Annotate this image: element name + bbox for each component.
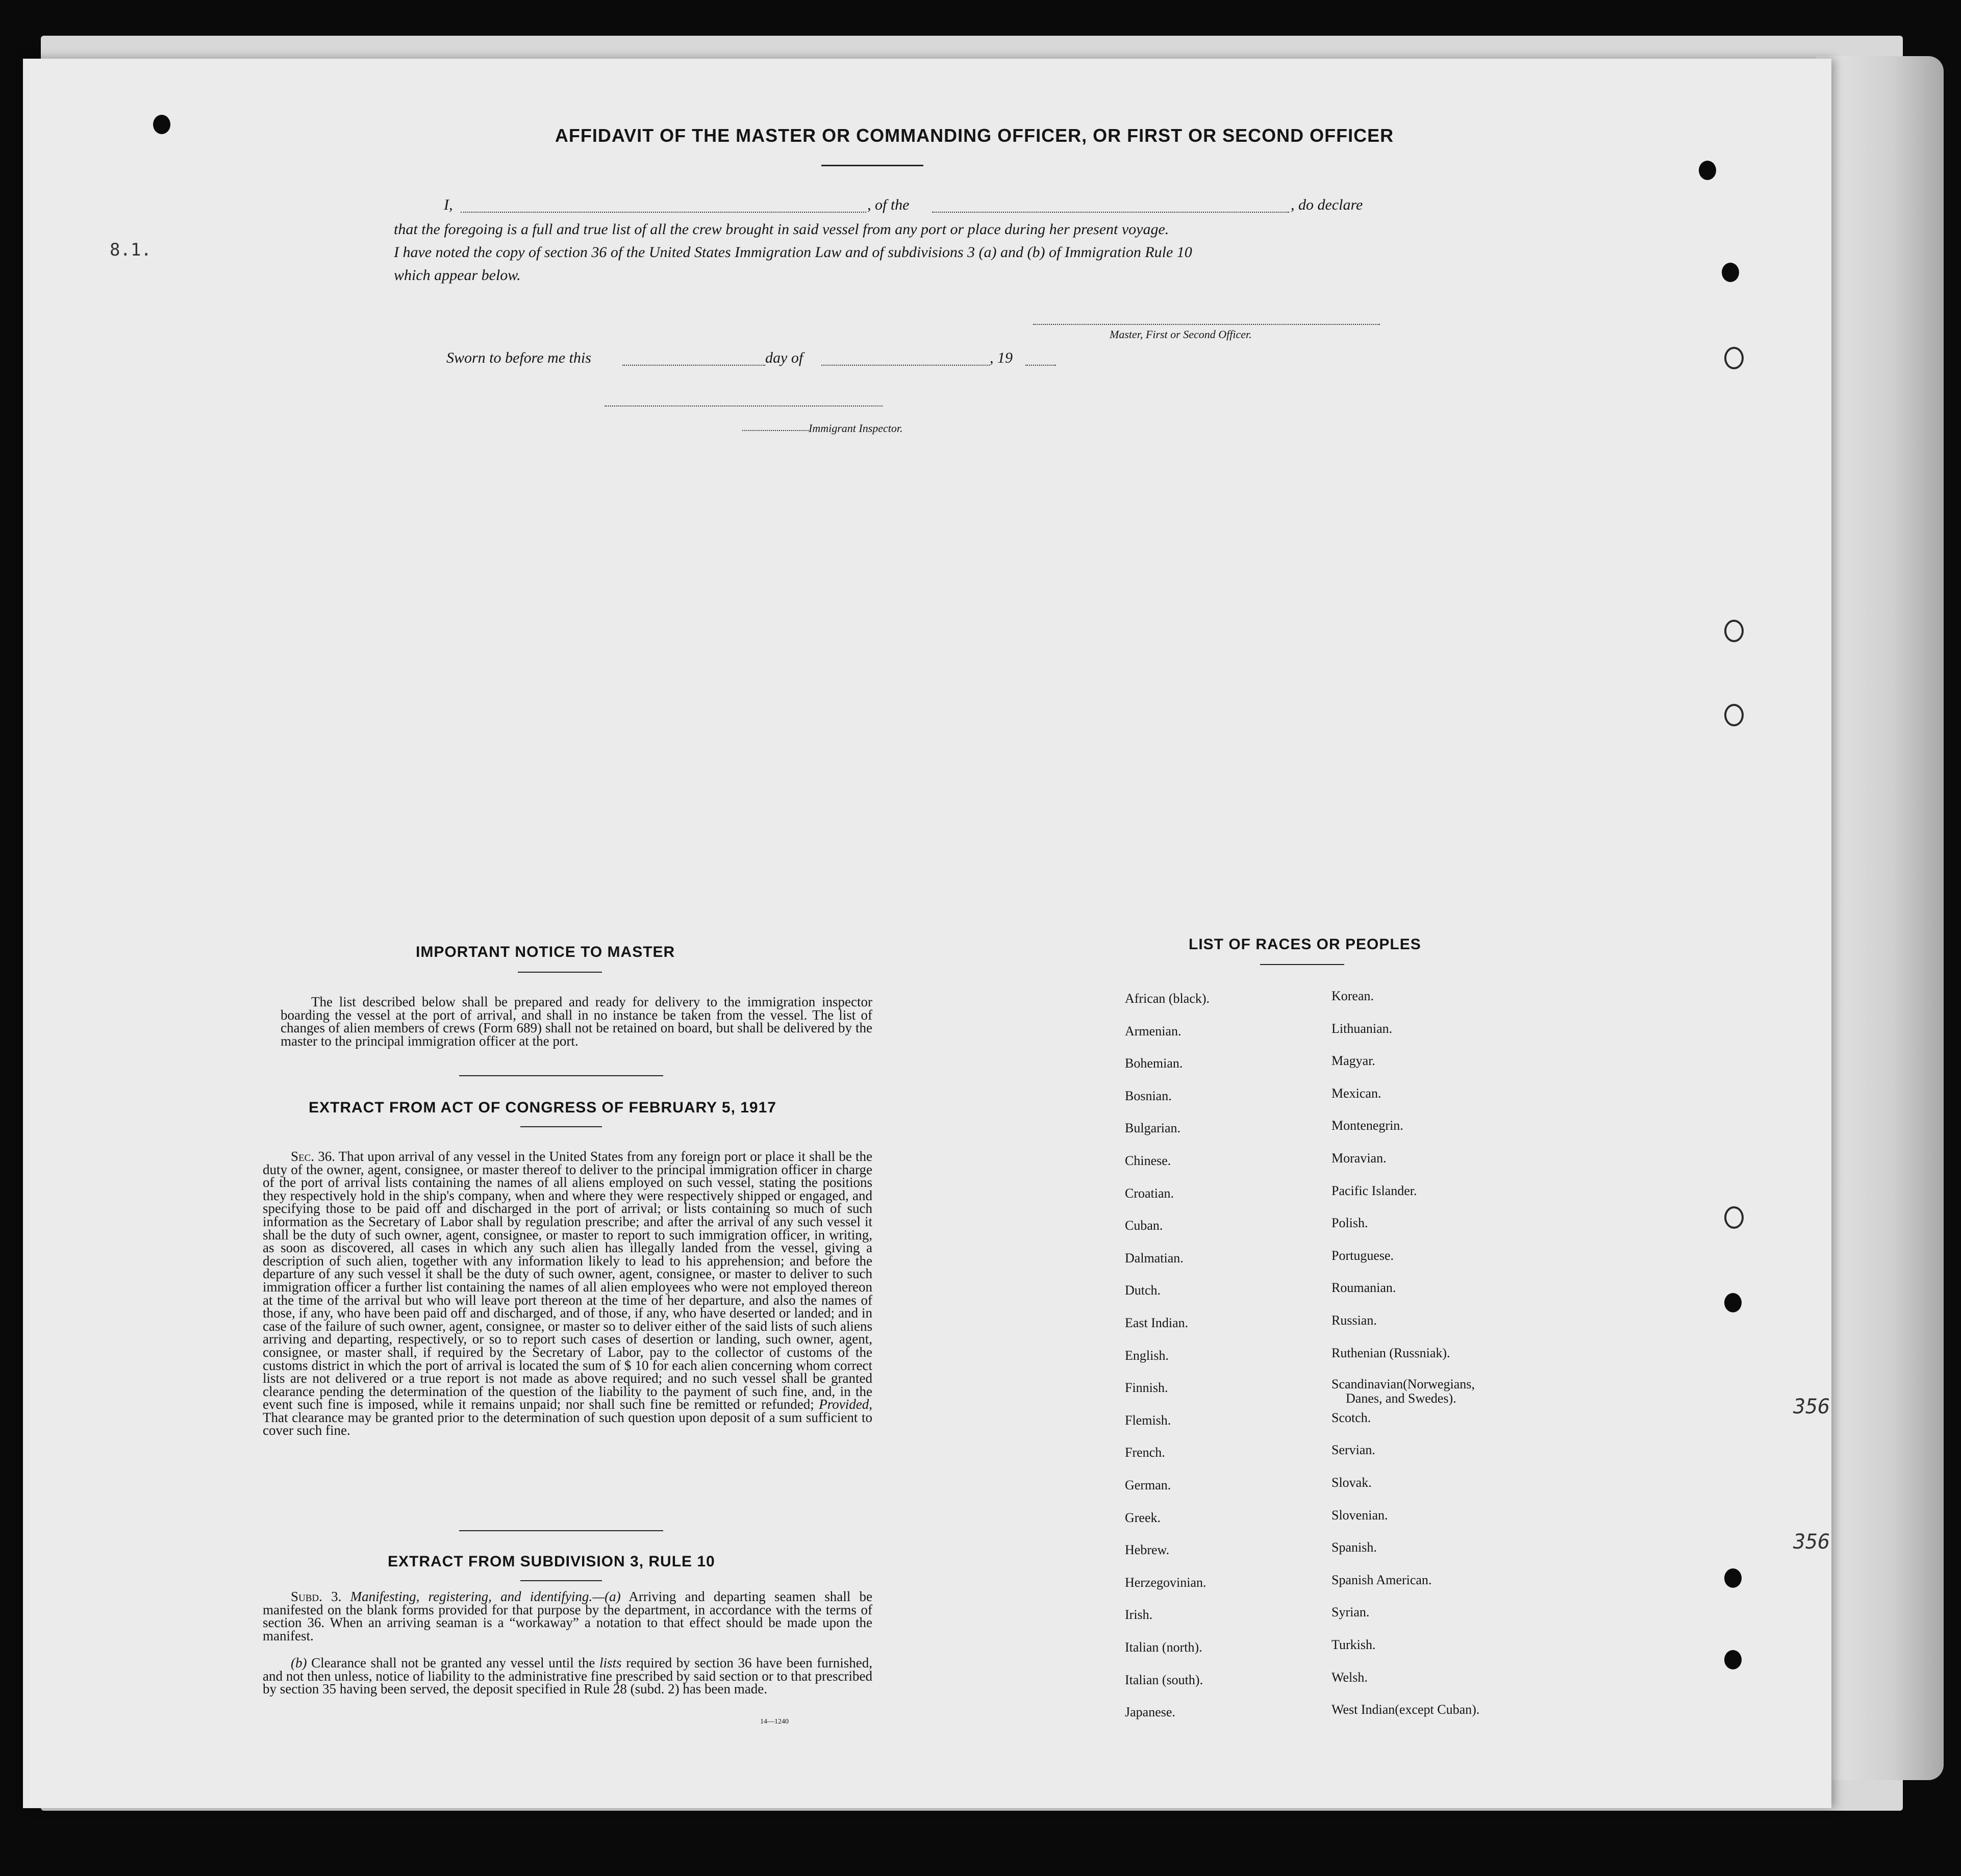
race-item: Bosnian. bbox=[1125, 1088, 1172, 1103]
race-item: English. bbox=[1125, 1348, 1169, 1363]
race-item: East Indian. bbox=[1125, 1315, 1189, 1330]
race-item: Magyar. bbox=[1331, 1053, 1375, 1069]
race-item: Scandinavian(Norwegians, bbox=[1331, 1377, 1475, 1392]
races-underline bbox=[1260, 964, 1344, 965]
day-of-label: day of bbox=[765, 349, 803, 366]
vessel-blank bbox=[932, 212, 1289, 213]
race-item: Roumanian. bbox=[1331, 1280, 1396, 1296]
race-item: Turkish. bbox=[1331, 1637, 1376, 1652]
race-item: Moravian. bbox=[1331, 1151, 1387, 1165]
race-item: West Indian(except Cuban). bbox=[1331, 1702, 1480, 1717]
binder-hole bbox=[1724, 1293, 1742, 1312]
subd-b-label: (b) bbox=[291, 1655, 307, 1670]
act-divider bbox=[459, 1530, 663, 1531]
race-item: Polish. bbox=[1331, 1215, 1368, 1231]
race-item: Cuban. bbox=[1125, 1218, 1163, 1233]
race-item: Chinese. bbox=[1125, 1153, 1171, 1168]
notice-divider bbox=[459, 1075, 663, 1076]
binder-ring bbox=[1724, 620, 1744, 642]
race-item: African (black). bbox=[1125, 991, 1210, 1006]
race-item: German. bbox=[1125, 1478, 1171, 1492]
race-item: Dalmatian. bbox=[1125, 1250, 1184, 1265]
affidavit-do-declare: , do declare bbox=[1291, 196, 1363, 213]
race-item: Pacific Islander. bbox=[1331, 1183, 1417, 1198]
race-item: Mexican. bbox=[1331, 1085, 1381, 1101]
subd-a-text: Arriving and departing seamen shall be manifested on the blank forms provided for that purpose by the department, in accordance with the terms of section 36. When an arriving seaman is a “workaway” a notation to that effect should be made upon the manifest. bbox=[263, 1589, 873, 1643]
binder-ring bbox=[1724, 347, 1744, 369]
subd-heading: Manifesting, registering, and identifying.—(a) bbox=[350, 1589, 621, 1604]
affidavit-i-label: I, bbox=[444, 196, 453, 213]
form-number: 14—1240 bbox=[760, 1718, 789, 1726]
notice-underline bbox=[518, 972, 602, 973]
year-prefix: , 19 bbox=[990, 349, 1013, 366]
race-item: Spanish. bbox=[1331, 1540, 1377, 1555]
inspector-signature-line bbox=[605, 405, 883, 407]
affidavit-line-4: which appear below. bbox=[394, 267, 521, 284]
race-item: Syrian. bbox=[1331, 1605, 1370, 1620]
race-item: Slovenian. bbox=[1331, 1507, 1388, 1523]
title-underline bbox=[821, 165, 923, 166]
year-blank bbox=[1025, 365, 1056, 366]
race-item: Ruthenian (Russniak). bbox=[1331, 1345, 1450, 1360]
act-extract-text bbox=[263, 1150, 872, 1437]
race-item: Dutch. bbox=[1125, 1283, 1161, 1298]
rule-subd-b bbox=[263, 1657, 872, 1696]
binder-hole bbox=[1722, 263, 1739, 282]
race-item: Bohemian. bbox=[1125, 1056, 1183, 1071]
affidavit-line-3: I have noted the copy of section 36 of the United States Immigration Law and of subdivisions 3 (a) and (b) of Immigration Rule 10 bbox=[394, 244, 1192, 261]
subd-b-lists: lists bbox=[599, 1655, 622, 1670]
page-edge bbox=[1816, 56, 1944, 1780]
race-item: Finnish. bbox=[1125, 1380, 1168, 1396]
rule-extract-title: EXTRACT FROM SUBDIVISION 3, RULE 10 bbox=[388, 1553, 715, 1570]
race-item: Hebrew. bbox=[1125, 1542, 1170, 1558]
race-item: Lithuanian. bbox=[1331, 1021, 1393, 1036]
binder-ring bbox=[1724, 704, 1744, 726]
subd-b-text-2: required by section 36 have been furnished, and not then unless, notice of liability to the administrative fine prescribed by said section or to that prescribed by section 35 having been served, the deposit specified in Rule 28 (subd. 2) has been made. bbox=[263, 1655, 873, 1697]
race-item: Greek. bbox=[1125, 1510, 1161, 1525]
race-item: Portuguese. bbox=[1331, 1248, 1394, 1263]
race-item: Scotch. bbox=[1331, 1410, 1371, 1425]
race-item: Irish. bbox=[1125, 1607, 1153, 1623]
race-item: Herzegovinian. bbox=[1125, 1575, 1206, 1590]
race-item: Servian. bbox=[1331, 1442, 1375, 1458]
notice-title: IMPORTANT NOTICE TO MASTER bbox=[416, 944, 675, 960]
section-36-text: That upon arrival of any vessel in the United States from any foreign port or place it shall be the duty of the owner, agent, consignee, or master thereof to deliver to the principal immigration officer in charge of the port of arrival lists containing the names of all aliens employed on such vessel, stating the positions they respectively hold in the ship's company, when and where they were respectively shipped or engaged, and specifying those to be paid off and discharged in the port of arrival; or lists containing so much of such information as the Secretary of Labor shall by regulation prescribe; and after the arrival of any such vessel it shall be the duty of such owner, agent, consignee, or master to report to such immigration officer, in writing, as soon as discovered, all cases in which any such alien has illegally landed from the vessel, giving a description of such alien, together with any information likely to lead to his apprehension; and before the departure of any such vessel it shall be the duty of such owner, agent, consignee, or master to deliver to such immigration officer a further list containing the names of all alien employees who were not employed thereon at the time of the arrival but who will leave port thereon at the time of her departure, and also the names of those, if any, who have been paid off and discharged, and of those, if any, who have deserted or landed; and in case of the failure of such owner, agent, consignee, or master so to deliver either of the said lists of such aliens arriving and departing, respectively, or so to report such cases of desertion or landing, such owner, agent, consignee, or master shall, if required by the Secretary of Labor, pay to the collector of customs of the customs district in which the port of arrival is located the sum of $ 10 for each alien concerning whom correct lists are not delivered or a true report is not made as above required; and no such vessel shall be granted clearance pending the determination of the question of the liability to the payment of such fine, and, in the event such fine is imposed, while it remains unpaid; nor shall such fine be remitted or refunded; bbox=[263, 1149, 873, 1412]
sworn-label: Sworn to before me this bbox=[446, 349, 591, 366]
race-item: Armenian. bbox=[1125, 1023, 1181, 1038]
day-blank bbox=[622, 365, 765, 366]
race-item-continuation: Danes, and Swedes). bbox=[1346, 1391, 1456, 1406]
name-blank bbox=[461, 212, 866, 213]
affidavit-title: AFFIDAVIT OF THE MASTER OR COMMANDING OFFICER, OR FIRST OR SECOND OFFICER bbox=[555, 125, 1394, 146]
act-extract-underline bbox=[520, 1126, 602, 1127]
margin-mark: 8.1. bbox=[110, 240, 152, 260]
master-signature-line bbox=[1033, 324, 1380, 325]
binder-ring bbox=[1724, 1206, 1744, 1229]
rule-extract-underline bbox=[520, 1580, 602, 1581]
race-item: Slovak. bbox=[1331, 1475, 1372, 1490]
race-item: French. bbox=[1125, 1445, 1165, 1460]
margin-note: 356 bbox=[1793, 1395, 1830, 1418]
race-item: Spanish American. bbox=[1331, 1572, 1432, 1587]
master-signature-label: Master, First or Second Officer. bbox=[1110, 328, 1252, 341]
notice-text: The list described below shall be prepared and ready for delivery to the immigration inspector boarding the vessel at the port of arrival, and shall in no instance be taken from the vessel. The list of changes of alien members of crews (Form 689) shall not be retained on board, but shall be delivered by the master to the principal immigration officer at the port. bbox=[281, 994, 872, 1049]
provided-label: Provided, bbox=[819, 1397, 872, 1412]
race-item: Montenegrin. bbox=[1331, 1118, 1403, 1133]
provided-text: That clearance may be granted prior to the determination of such question upon deposit of a sum sufficient to cover such fine. bbox=[263, 1409, 872, 1438]
race-item: Welsh. bbox=[1331, 1669, 1368, 1685]
race-item: Russian. bbox=[1331, 1313, 1377, 1328]
race-item: Croatian. bbox=[1125, 1185, 1174, 1201]
act-extract-title: EXTRACT FROM ACT OF CONGRESS OF FEBRUARY 5, 1917 bbox=[309, 1099, 776, 1116]
binder-hole bbox=[1724, 1650, 1742, 1669]
binder-hole bbox=[1699, 161, 1716, 180]
margin-note: 356 bbox=[1793, 1530, 1830, 1554]
binder-hole bbox=[1724, 1568, 1742, 1588]
race-item: Italian (north). bbox=[1125, 1640, 1202, 1655]
subd-label: Subd. 3. bbox=[291, 1589, 342, 1604]
race-item: Korean. bbox=[1331, 988, 1374, 1003]
inspector-label: Immigrant Inspector. bbox=[809, 422, 903, 435]
affidavit-line-2: that the foregoing is a full and true list of all the crew brought in said vessel from any port or place during her present voyage. bbox=[394, 221, 1169, 238]
race-item: Italian (south). bbox=[1125, 1672, 1203, 1687]
race-item: Bulgarian. bbox=[1125, 1121, 1181, 1136]
races-title: LIST OF RACES OR PEOPLES bbox=[1189, 936, 1421, 953]
section-label: Sec. 36. bbox=[291, 1149, 335, 1164]
race-item: Japanese. bbox=[1125, 1705, 1175, 1720]
subd-b-text-1: Clearance shall not be granted any vessel until the bbox=[311, 1655, 595, 1670]
race-item: Flemish. bbox=[1125, 1412, 1171, 1428]
affidavit-of-the: , of the bbox=[867, 196, 910, 213]
rule-subd-a bbox=[263, 1590, 872, 1642]
month-blank bbox=[821, 365, 990, 366]
inspector-lead-line bbox=[742, 430, 809, 431]
document-page bbox=[23, 59, 1831, 1808]
